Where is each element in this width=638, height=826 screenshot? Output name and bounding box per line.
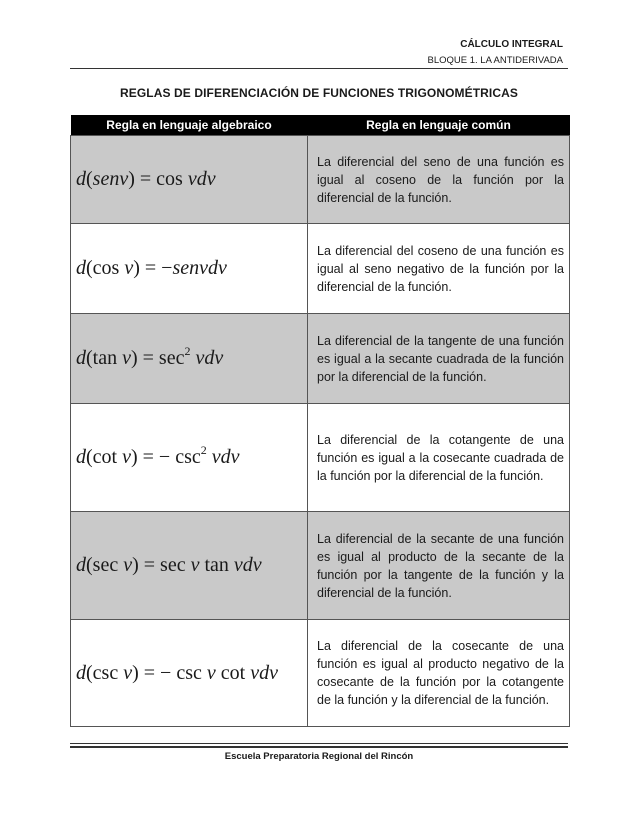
rule-description: La diferencial de la secante de una función es igual al producto de la secante de la función por la tangente de la función y la diferencial de la función. <box>308 512 570 620</box>
table-row <box>71 314 570 404</box>
rule-description: La diferencial del seno de una función es igual al coseno de la función por la diferencial de la función. <box>308 136 570 224</box>
rule-formula: d(cos v) = −senvdv <box>71 224 308 314</box>
rule-formula: d(tan $v) = \sec^2$ vdv <box>71 314 308 404</box>
column-header-common: Regla en lenguaje común <box>308 115 570 136</box>
table-header-row <box>71 115 570 136</box>
table-row <box>71 224 570 314</box>
rule-description: La diferencial de la cosecante de una función es igual al producto negativo de la cosecante de la función por la cotangente de la función y la diferencial de la función. <box>308 620 570 727</box>
rule-formula: d(senv) = cos vdv <box>71 136 308 224</box>
block-name: BLOQUE 1. LA ANTIDERIVADA <box>427 55 563 66</box>
rule-description: La diferencial del coseno de una función es igual al seno negativo de la función por la diferencial de la función. <box>308 224 570 314</box>
table-row <box>71 404 570 512</box>
rules-table <box>70 115 570 727</box>
rule-formula: d(sec v) = sec v tan vdv <box>71 512 308 620</box>
footer-divider-thick <box>70 746 568 748</box>
page-footer: Escuela Preparatoria Regional del Rincón <box>224 751 414 762</box>
rule-formula: d(cot v) = − $\csc^2$ vdv <box>71 404 308 512</box>
table-row <box>71 512 570 620</box>
rule-description: La diferencial de la cotangente de una función es igual a la cosecante cuadrada de la función por la diferencial de la función. <box>308 404 570 512</box>
table-row <box>71 620 570 727</box>
page-header <box>163 38 563 67</box>
header-divider <box>70 68 568 69</box>
course-name: CÁLCULO INTEGRAL <box>460 39 563 50</box>
rule-description: La diferencial de la tangente de una función es igual a la secante cuadrada de la función por la diferencial de la función. <box>308 314 570 404</box>
rule-formula: d(csc v) = − csc v cot vdv <box>71 620 308 727</box>
document-title: REGLAS DE DIFERENCIACIÓN DE FUNCIONES TRIGONOMÉTRICAS <box>120 86 518 100</box>
column-header-algebraic: Regla en lenguaje algebraico <box>71 115 308 136</box>
footer-divider-thin <box>70 743 568 744</box>
table-row <box>71 136 570 224</box>
